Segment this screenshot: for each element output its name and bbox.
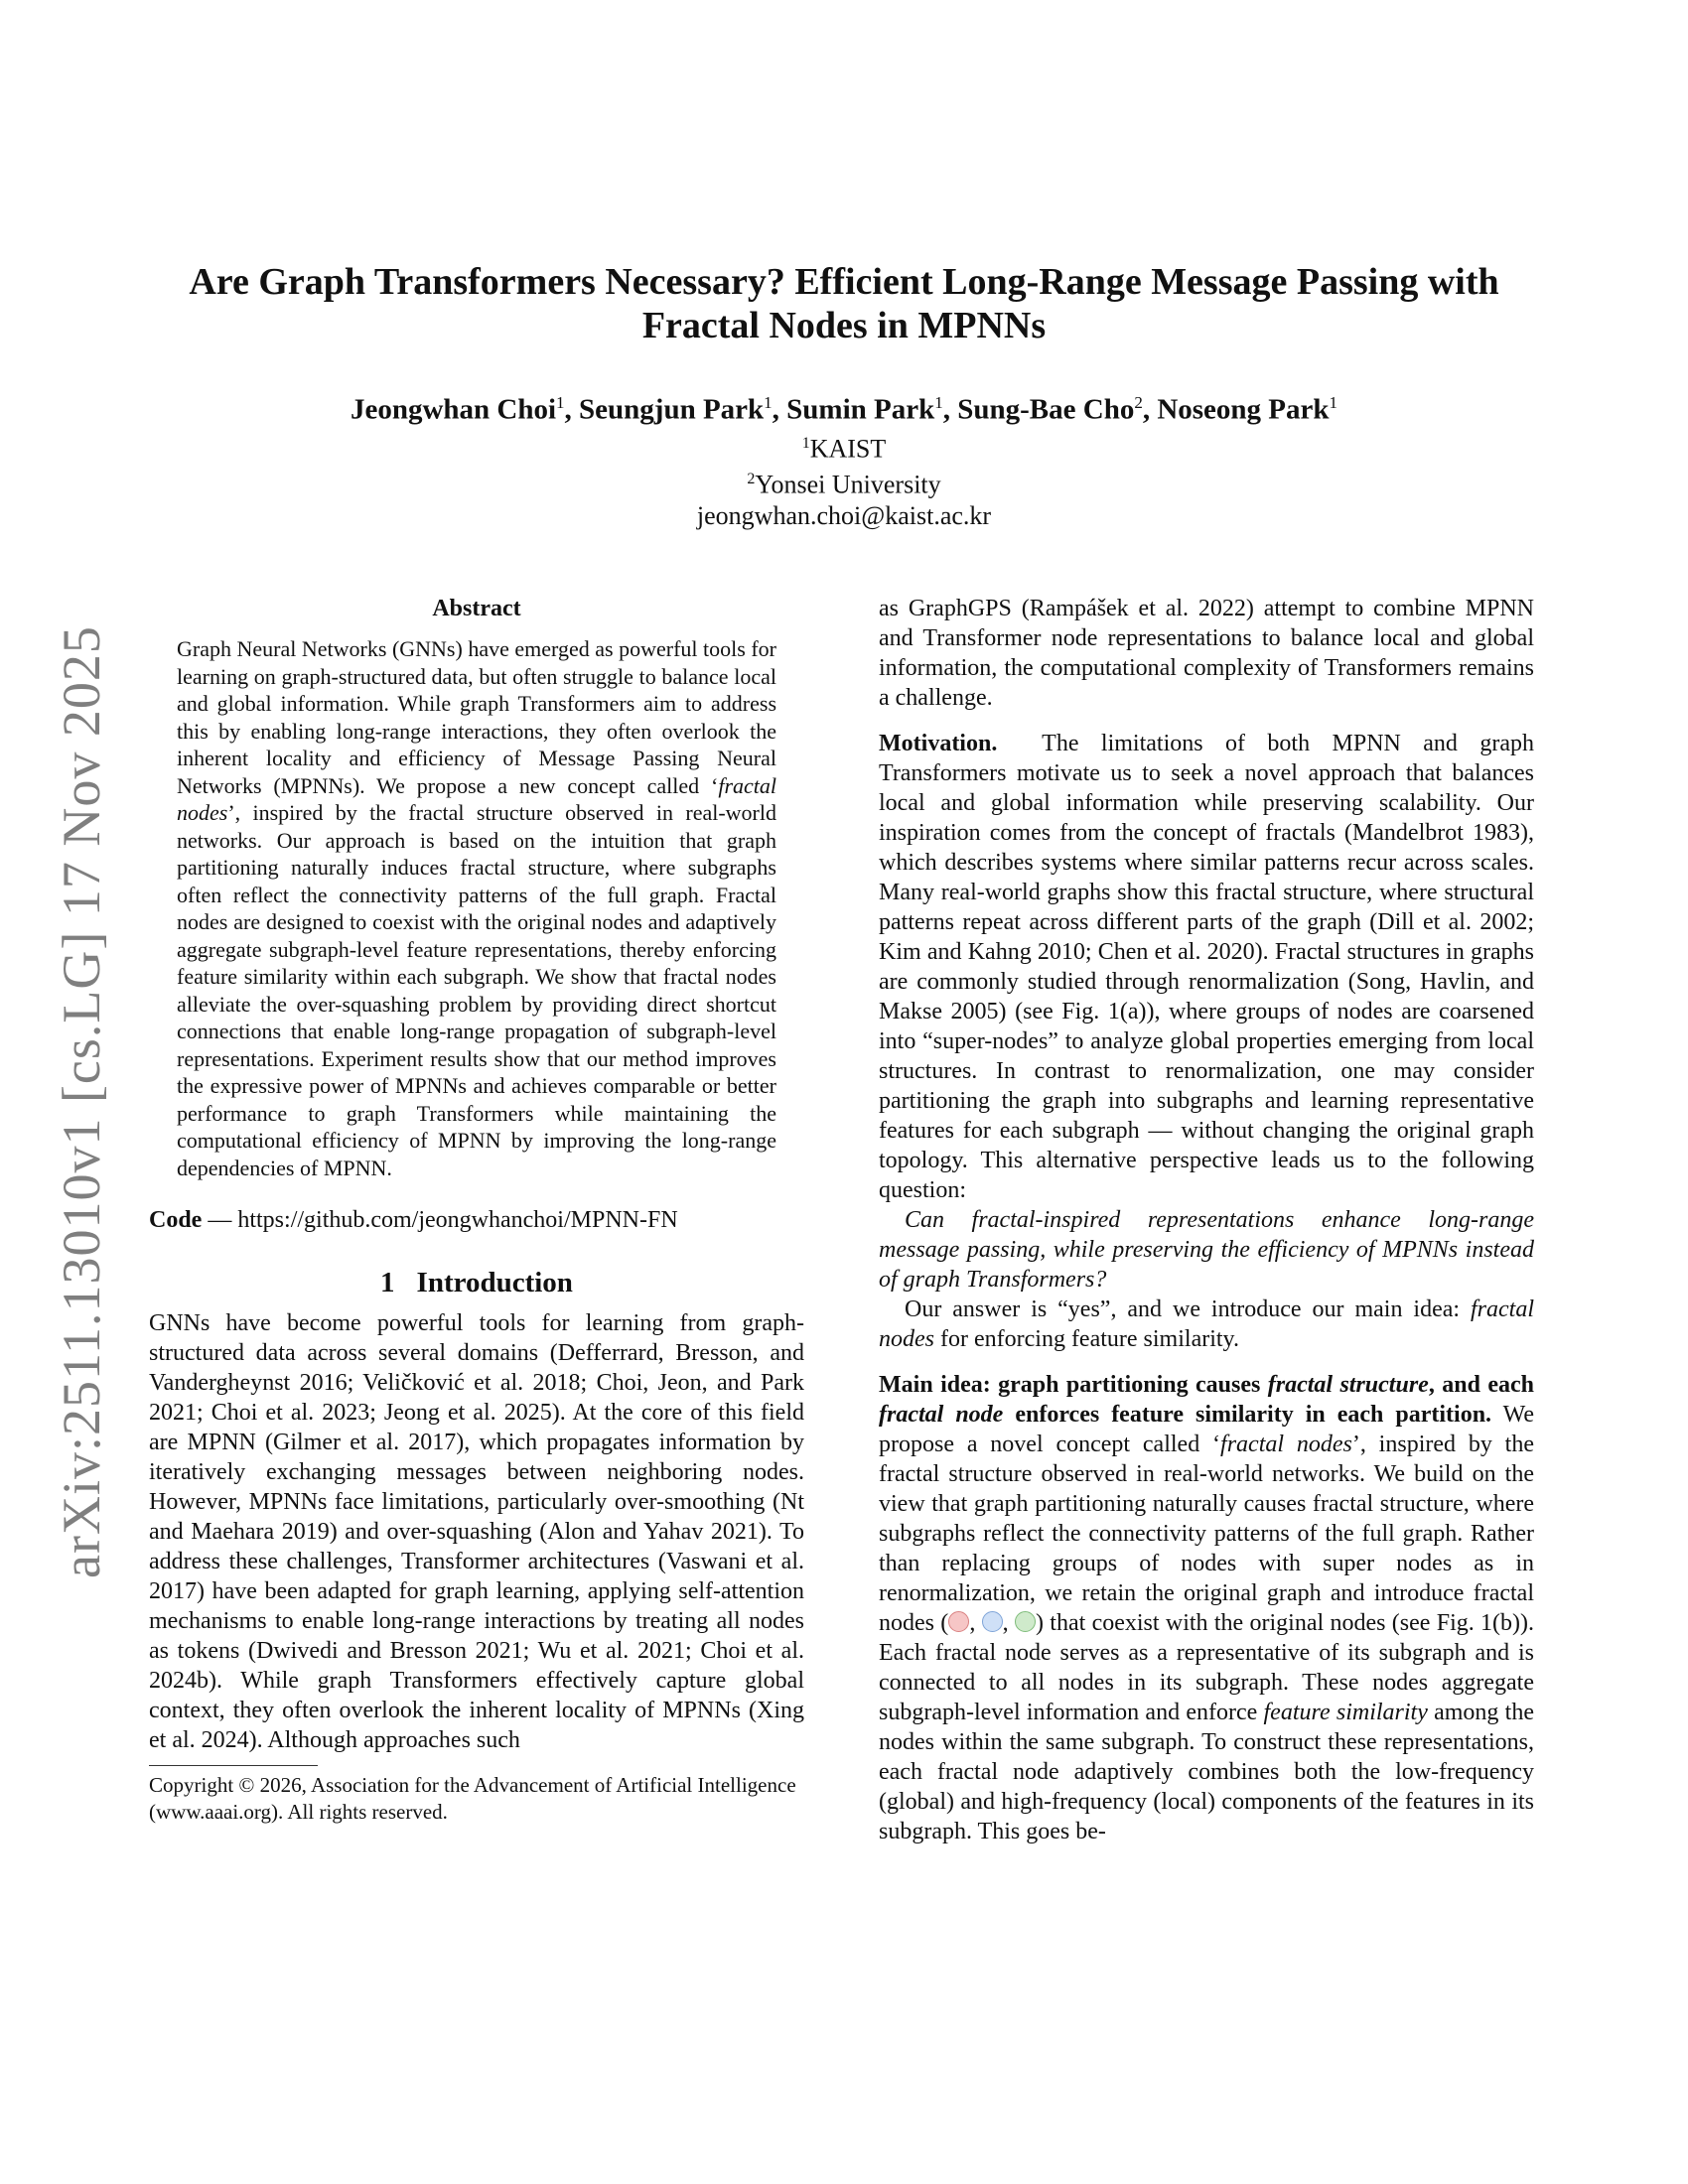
copyright-footnote: Copyright © 2026, Association for the Advancement of Artificial Intelligence (www.aaai.org). All rights reserved.	[149, 1773, 796, 1824]
affiliation-mark: 1	[801, 434, 810, 452]
green-fractal-node-icon	[1015, 1611, 1036, 1632]
contact-email[interactable]: jeongwhan.choi@kaist.ac.kr	[696, 500, 992, 530]
affiliation-2	[149, 464, 1539, 500]
author-name: Noseong Park	[1157, 393, 1330, 426]
right-column	[879, 594, 1534, 1846]
introduction-paragraph: GNNs have become powerful tools for learning from graph-structured data across several domains (Defferrard, Bresson, and Vandergheynst 2016; Veličković et al. 2018; Choi, Jeon, and Park 2021; Choi et al. 2023; Jeong et al. 2025). At the core of this field are MPNN (Gilmer et al. 2017), which propagates information by iteratively exchanging messages between neighboring nodes. However, MPNNs face limitations, particularly over-smoothing (Nt and Maehara 2019) and over-squashing (Alon and Yahav 2021). To address these challenges, Transformer architectures (Vaswani et al. 2017) have been adapted for graph learning, applying self-attention mechanisms to enable long-range interactions by treating all nodes as tokens (Dwivedi and Bresson 2021; Wu et al. 2021; Choi et al. 2024b). While graph Transformers effectively capture global context, they often overlook the inherent locality of MPNNs (Xing et al. 2024). Although approaches such	[149, 1310, 804, 1753]
title-block	[149, 260, 1539, 531]
author-affiliation-mark: 1	[1329, 393, 1338, 412]
code-link[interactable]	[149, 1205, 804, 1235]
author-affiliation-mark: 2	[1134, 393, 1143, 412]
author-name: Sumin Park	[786, 393, 935, 426]
motivation-paragraph: Motivation. The limitations of both MPNN and graph Transformers motivate us to seek a novel approach that balances local and global information while preserving scalability. Our inspiration comes from the concept of fractals (Mandelbrot 1983), which describes systems where similar patterns recur across scales. Many real-world graphs show this fractal structure, where structural patterns repeat across different parts of the graph (Dill et al. 2002; Kim and Kahng 2010; Chen et al. 2020). Fractal structures in graphs are commonly studied through renormalization (Song, Havlin, and Makse 2005) (see Fig. 1(a)), where groups of nodes are coarsened into “super-nodes” to analyze global properties emerging from local structures. In contrast to renormalization, one may consider partitioning the graph into subgraphs and learning representative features for each subgraph — without changing the original graph topology. This alternative perspective leads us to the following question:	[879, 731, 1534, 1203]
left-column	[149, 594, 804, 1826]
abstract-text: Graph Neural Networks (GNNs) have emerged as powerful tools for learning on graph-structured data, but often struggle to balance local and global information. While graph Transformers aim to address this by enabling long-range interactions, they often overlook the inherent locality and efficiency of Message Passing Neural Networks (MPNNs). We propose a new concept called ‘fractal nodes’, inspired by the fractal structure observed in real-world networks. Our approach is based on the intuition that graph partitioning naturally induces fractal structure, where subgraphs often reflect the connectivity patterns of the full graph. Fractal nodes are designed to coexist with the original nodes and adaptively aggregate subgraph-level feature representations, thereby enforcing feature similarity within each subgraph. We show that fractal nodes alleviate the over-squashing problem by providing direct shortcut connections that enable long-range propagation of subgraph-level representations. Experiment results show that our method improves the expressive power of MPNNs and achieves comparable or better performance to graph Transformers while maintaining the computational efficiency of MPNN by improving the long-range dependencies of MPNN.	[177, 636, 776, 1180]
author-affiliation-mark: 1	[556, 393, 565, 412]
section-heading-introduction: 1 Introduction	[380, 1267, 573, 1298]
affiliation-name: Yonsei University	[755, 470, 941, 499]
main-idea-paragraph: Main idea: graph partitioning causes fractal structure, and each fractal node enforces feature similarity in each partition. We propose a novel concept called ‘fractal nodes’, inspired by the fractal structure observed in real-world networks. We build on the view that graph partitioning naturally causes fractal structure, where subgraphs reflect the connectivity patterns of the full graph. Rather than replacing groups of nodes with super nodes as in renormalization, we retain the original graph and introduce fractal nodes ( , , ) that coexist with the original nodes (see Fig. 1(b)). Each fractal node serves as a representative of its subgraph and is connected to all nodes in its subgraph. These nodes aggregate subgraph-level information and enforce feature similarity among the nodes within the same subgraph. To construct these representations, each fractal node adaptively combines both the low-frequency (global) and high-frequency (local) components of the features in its subgraph. This goes be-	[879, 1372, 1535, 1844]
affiliation-name: KAIST	[809, 434, 887, 464]
red-fractal-node-icon	[948, 1611, 969, 1632]
footnote-divider	[149, 1765, 318, 1766]
abstract-heading: Abstract	[432, 596, 521, 621]
author-list: Jeongwhan Choi$^1$, Seungjun Park$^1$, Sumin Park$^1$, Sung-Bae Cho$^2$, Noseong Park$^1$	[350, 393, 1338, 426]
introduction-paragraph-continued: as GraphGPS (Rampášek et al. 2022) attempt to combine MPNN and Transformer node representations to balance local and global information, the computational complexity of Transformers remains a challenge.	[879, 596, 1534, 711]
code-label: Code	[149, 1207, 203, 1233]
author-name: Jeongwhan Choi	[350, 393, 557, 426]
author-name: Seungjun Park	[579, 393, 765, 426]
author-affiliation-mark: 1	[934, 393, 943, 412]
code-url[interactable]: — https://github.com/jeongwhanchoi/MPNN-FN	[202, 1207, 678, 1233]
author-affiliation-mark: 1	[764, 393, 773, 412]
author-name: Sung-Bae Cho	[957, 393, 1135, 426]
affiliation-mark: 2	[747, 471, 756, 488]
affiliation-1	[149, 428, 1539, 465]
main-idea-heading: Main idea: graph partitioning causes fractal structure, and each fractal node enforces feature similarity in each partition.	[879, 1372, 1534, 1428]
research-question: Can fractal-inspired representations enhance long-range message passing, while preserving the efficiency of MPNNs instead of graph Transformers?	[879, 1207, 1534, 1293]
arxiv-identifier-stamp: arXiv:2511.13010v1 [cs.LG] 17 Nov 2025	[52, 625, 111, 1578]
paper-title: Are Graph Transformers Necessary? Efficient Long-Range Message Passing with Fractal Nodes in MPNNs	[189, 261, 1499, 346]
answer-paragraph: Our answer is “yes”, and we introduce our main idea: fractal nodes for enforcing feature similarity.	[879, 1297, 1534, 1352]
blue-fractal-node-icon	[982, 1611, 1003, 1632]
